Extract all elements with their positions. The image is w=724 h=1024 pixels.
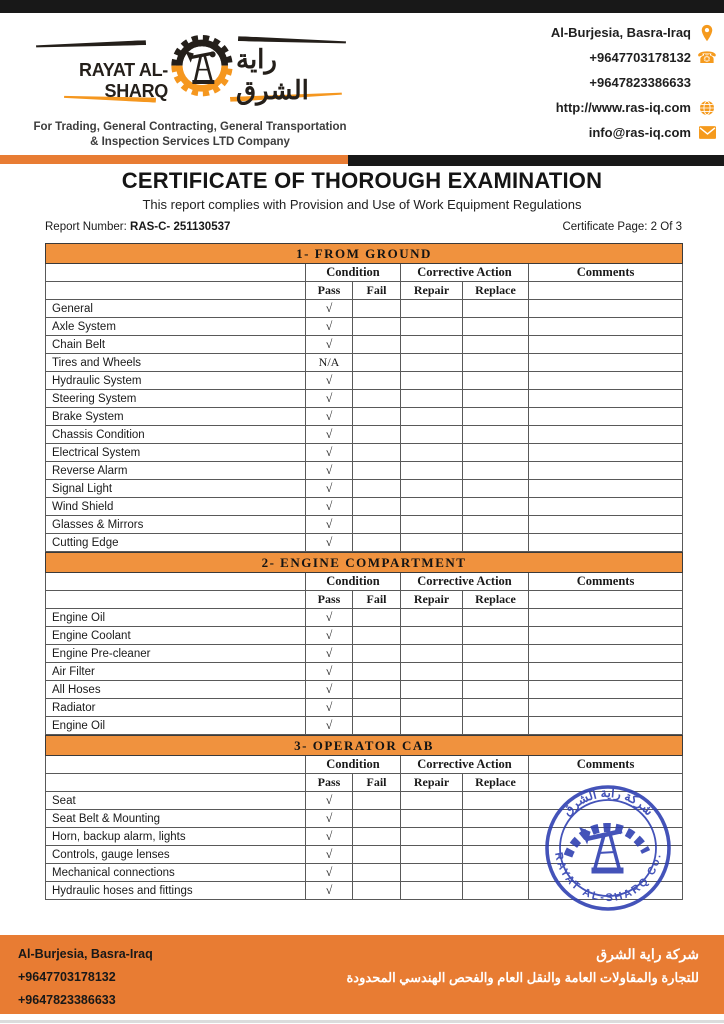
pass-cell: √ <box>306 300 353 318</box>
repair-cell <box>401 516 463 534</box>
table-row <box>46 444 683 462</box>
repair-cell <box>401 717 463 735</box>
comments-header: Comments <box>529 756 683 774</box>
empty-header-cell <box>46 282 306 300</box>
empty-header-cell <box>529 591 683 609</box>
pass-cell: √ <box>306 681 353 699</box>
fail-cell <box>353 534 401 552</box>
location-pin-icon <box>698 24 716 42</box>
pass-cell: √ <box>306 390 353 408</box>
item-cell: Seat <box>46 792 306 810</box>
fail-cell <box>353 792 401 810</box>
fail-cell <box>353 882 401 900</box>
table-row <box>46 609 683 627</box>
item-cell: Glasses & Mirrors <box>46 516 306 534</box>
contact-website-row <box>551 97 716 118</box>
replace-cell <box>463 663 529 681</box>
footer-company-ar-line2: للتجارة والمقاولات العامة والنقل العام والفحص الهندسي المحدودة <box>346 970 699 985</box>
item-cell: Reverse Alarm <box>46 462 306 480</box>
globe-icon <box>698 100 716 116</box>
item-cell: Axle System <box>46 318 306 336</box>
fail-cell <box>353 828 401 846</box>
item-cell: Engine Oil <box>46 609 306 627</box>
fail-cell <box>353 645 401 663</box>
comments-header: Comments <box>529 264 683 282</box>
company-name-arabic: راية الشرق <box>236 44 309 105</box>
company-tagline <box>20 120 360 150</box>
repair-header: Repair <box>401 282 463 300</box>
replace-cell <box>463 498 529 516</box>
item-cell: Engine Pre-cleaner <box>46 645 306 663</box>
section-header-row <box>46 736 683 756</box>
logo-swoosh <box>36 40 146 49</box>
comments-cell <box>529 390 683 408</box>
empty-header-cell <box>529 282 683 300</box>
pass-cell: √ <box>306 408 353 426</box>
comments-cell <box>529 372 683 390</box>
repair-cell <box>401 792 463 810</box>
pass-cell: √ <box>306 864 353 882</box>
table-row <box>46 498 683 516</box>
pass-cell: √ <box>306 810 353 828</box>
company-logo <box>30 16 350 118</box>
certificate-page: Certificate Page: 2 Of 3 <box>562 221 682 233</box>
inspection-table <box>45 243 683 552</box>
item-cell: Mechanical connections <box>46 864 306 882</box>
section-title: 1- FROM GROUND <box>46 244 683 264</box>
replace-header: Replace <box>463 774 529 792</box>
fail-cell <box>353 846 401 864</box>
footer-contact <box>18 943 153 1012</box>
empty-header-cell <box>46 264 306 282</box>
fail-cell <box>353 444 401 462</box>
item-cell: Radiator <box>46 699 306 717</box>
fail-cell <box>353 354 401 372</box>
condition-header: Condition <box>306 573 401 591</box>
empty-header-cell <box>46 756 306 774</box>
item-cell: Hydraulic hoses and fittings <box>46 882 306 900</box>
fail-header: Fail <box>353 591 401 609</box>
pass-cell: √ <box>306 792 353 810</box>
table-row <box>46 480 683 498</box>
table-row <box>46 408 683 426</box>
phone1-text: +9647703178132 <box>589 50 691 65</box>
report-info-line <box>45 221 682 233</box>
repair-cell <box>401 663 463 681</box>
comments-header: Comments <box>529 573 683 591</box>
envelope-icon <box>698 126 716 139</box>
section-title: 2- ENGINE COMPARTMENT <box>46 553 683 573</box>
table-row <box>46 300 683 318</box>
table-row <box>46 354 683 372</box>
replace-cell <box>463 390 529 408</box>
repair-cell <box>401 300 463 318</box>
fail-cell <box>353 300 401 318</box>
repair-cell <box>401 864 463 882</box>
company-stamp <box>542 782 674 914</box>
contact-phone1-row <box>551 47 716 68</box>
contact-email-row <box>551 122 716 143</box>
comments-cell <box>529 609 683 627</box>
report-number-value: RAS-C- 251130537 <box>130 221 231 233</box>
fail-cell <box>353 663 401 681</box>
comments-cell <box>529 300 683 318</box>
condition-header: Condition <box>306 756 401 774</box>
pass-cell: √ <box>306 426 353 444</box>
pass-cell: √ <box>306 318 353 336</box>
replace-cell <box>463 336 529 354</box>
replace-cell <box>463 480 529 498</box>
comments-cell <box>529 462 683 480</box>
item-cell: Signal Light <box>46 480 306 498</box>
page-footer <box>0 935 724 1014</box>
repair-cell <box>401 462 463 480</box>
fail-cell <box>353 717 401 735</box>
fail-cell <box>353 681 401 699</box>
condition-header: Condition <box>306 264 401 282</box>
pass-cell: √ <box>306 336 353 354</box>
fail-cell <box>353 426 401 444</box>
fail-cell <box>353 864 401 882</box>
item-cell: Wind Shield <box>46 498 306 516</box>
replace-cell <box>463 462 529 480</box>
pass-cell: √ <box>306 498 353 516</box>
divider-black-bar <box>348 155 724 166</box>
replace-cell <box>463 699 529 717</box>
replace-cell <box>463 300 529 318</box>
table-subheader-row <box>46 591 683 609</box>
gear-pumpjack-icon <box>170 22 234 112</box>
fail-cell <box>353 390 401 408</box>
fail-cell <box>353 516 401 534</box>
comments-cell <box>529 408 683 426</box>
item-cell: Horn, backup alarm, lights <box>46 828 306 846</box>
divider-orange-bar <box>0 155 348 164</box>
table-header-row <box>46 573 683 591</box>
repair-cell <box>401 846 463 864</box>
pass-cell: √ <box>306 663 353 681</box>
corrective-action-header: Corrective Action <box>401 264 529 282</box>
table-row <box>46 462 683 480</box>
fail-cell <box>353 480 401 498</box>
comments-cell <box>529 516 683 534</box>
replace-cell <box>463 408 529 426</box>
replace-cell <box>463 792 529 810</box>
pass-cell: √ <box>306 627 353 645</box>
replace-cell <box>463 534 529 552</box>
table-row <box>46 372 683 390</box>
repair-cell <box>401 408 463 426</box>
footer-phone2: +9647823386633 <box>18 993 116 1007</box>
item-cell: Chassis Condition <box>46 426 306 444</box>
repair-cell <box>401 627 463 645</box>
pass-cell: √ <box>306 828 353 846</box>
item-cell: Cutting Edge <box>46 534 306 552</box>
table-subheader-row <box>46 282 683 300</box>
fail-cell <box>353 372 401 390</box>
telephone-icon: ☎ <box>697 47 717 67</box>
corrective-action-header: Corrective Action <box>401 756 529 774</box>
report-number-label: Report Number: <box>45 221 127 233</box>
phone2-text: +9647823386633 <box>589 75 691 90</box>
replace-header: Replace <box>463 282 529 300</box>
repair-cell <box>401 372 463 390</box>
item-cell: Hydraulic System <box>46 372 306 390</box>
repair-cell <box>401 882 463 900</box>
repair-cell <box>401 810 463 828</box>
tagline-line1: For Trading, General Contracting, General Transportation <box>33 121 347 133</box>
comments-cell <box>529 480 683 498</box>
bottom-gray-line <box>0 1020 724 1023</box>
item-cell: Chain Belt <box>46 336 306 354</box>
repair-cell <box>401 354 463 372</box>
table-row <box>46 645 683 663</box>
fail-cell <box>353 699 401 717</box>
table-row <box>46 681 683 699</box>
repair-cell <box>401 645 463 663</box>
table-row <box>46 426 683 444</box>
replace-cell <box>463 645 529 663</box>
contact-phone2-row <box>551 72 716 93</box>
fail-header: Fail <box>353 774 401 792</box>
replace-cell <box>463 609 529 627</box>
item-cell: Tires and Wheels <box>46 354 306 372</box>
comments-cell <box>529 444 683 462</box>
repair-header: Repair <box>401 774 463 792</box>
pass-header: Pass <box>306 591 353 609</box>
pass-cell: √ <box>306 534 353 552</box>
repair-cell <box>401 444 463 462</box>
pass-cell: √ <box>306 609 353 627</box>
table-header-row <box>46 756 683 774</box>
item-cell: Engine Oil <box>46 717 306 735</box>
pass-cell: √ <box>306 372 353 390</box>
repair-cell <box>401 609 463 627</box>
item-cell: Brake System <box>46 408 306 426</box>
repair-cell <box>401 681 463 699</box>
inspection-table <box>45 552 683 735</box>
empty-header-cell <box>46 774 306 792</box>
email-text: info@ras-iq.com <box>588 125 691 140</box>
corrective-action-header: Corrective Action <box>401 573 529 591</box>
table-row <box>46 717 683 735</box>
certificate-subtitle: This report complies with Provision and Use of Work Equipment Regulations <box>142 197 582 212</box>
replace-cell <box>463 444 529 462</box>
fail-cell <box>353 408 401 426</box>
stamp-pumpjack-icon <box>568 827 646 873</box>
table-header-row <box>46 264 683 282</box>
item-cell: Engine Coolant <box>46 627 306 645</box>
repair-header: Repair <box>401 591 463 609</box>
fail-cell <box>353 318 401 336</box>
item-cell: Electrical System <box>46 444 306 462</box>
replace-cell <box>463 882 529 900</box>
comments-cell <box>529 336 683 354</box>
repair-cell <box>401 534 463 552</box>
repair-cell <box>401 318 463 336</box>
empty-header-cell <box>46 591 306 609</box>
comments-cell <box>529 534 683 552</box>
table-row <box>46 699 683 717</box>
comments-cell <box>529 318 683 336</box>
item-cell: All Hoses <box>46 681 306 699</box>
replace-cell <box>463 864 529 882</box>
table-row <box>46 390 683 408</box>
repair-cell <box>401 390 463 408</box>
tagline-line2: & Inspection Services LTD Company <box>90 136 290 149</box>
footer-company-ar-line1: شركة راية الشرق <box>596 946 699 962</box>
comments-cell <box>529 354 683 372</box>
item-cell: Seat Belt & Mounting <box>46 810 306 828</box>
replace-cell <box>463 681 529 699</box>
table-row <box>46 534 683 552</box>
contact-block <box>551 22 716 147</box>
address-text: Al-Burjesia, Basra-Iraq <box>550 25 691 40</box>
replace-cell <box>463 810 529 828</box>
comments-cell <box>529 717 683 735</box>
table-row <box>46 318 683 336</box>
section-header-row <box>46 553 683 573</box>
pass-cell: √ <box>306 480 353 498</box>
pass-cell: √ <box>306 516 353 534</box>
fail-cell <box>353 498 401 516</box>
pass-header: Pass <box>306 282 353 300</box>
pass-cell: √ <box>306 717 353 735</box>
comments-cell <box>529 663 683 681</box>
website-text: http://www.ras-iq.com <box>555 100 691 115</box>
table-row <box>46 516 683 534</box>
footer-phone1: +9647703178132 <box>18 970 116 984</box>
pass-header: Pass <box>306 774 353 792</box>
comments-cell <box>529 627 683 645</box>
pass-cell: √ <box>306 699 353 717</box>
replace-cell <box>463 318 529 336</box>
repair-cell <box>401 699 463 717</box>
fail-cell <box>353 609 401 627</box>
item-cell: Air Filter <box>46 663 306 681</box>
replace-cell <box>463 828 529 846</box>
fail-cell <box>353 462 401 480</box>
section-header-row <box>46 244 683 264</box>
certificate-title: CERTIFICATE OF THOROUGH EXAMINATION <box>121 168 603 193</box>
comments-cell <box>529 681 683 699</box>
repair-cell <box>401 426 463 444</box>
report-number <box>45 221 230 233</box>
comments-cell <box>529 426 683 444</box>
comments-cell <box>529 699 683 717</box>
repair-cell <box>401 480 463 498</box>
repair-cell <box>401 336 463 354</box>
comments-cell <box>529 645 683 663</box>
item-cell: General <box>46 300 306 318</box>
fail-header: Fail <box>353 282 401 300</box>
repair-cell <box>401 498 463 516</box>
fail-cell <box>353 810 401 828</box>
fail-cell <box>353 627 401 645</box>
replace-cell <box>463 627 529 645</box>
stamp-arabic-text: شركة راية الشرق <box>559 785 657 819</box>
table-row <box>46 663 683 681</box>
comments-cell <box>529 498 683 516</box>
top-black-bar <box>0 0 724 13</box>
pass-cell: √ <box>306 444 353 462</box>
pass-cell: N/A <box>306 354 353 372</box>
pass-cell: √ <box>306 882 353 900</box>
replace-cell <box>463 372 529 390</box>
empty-header-cell <box>46 573 306 591</box>
repair-cell <box>401 828 463 846</box>
replace-cell <box>463 717 529 735</box>
footer-address: Al-Burjesia, Basra-Iraq <box>18 947 153 961</box>
item-cell: Controls, gauge lenses <box>46 846 306 864</box>
pass-cell: √ <box>306 462 353 480</box>
footer-company-arabic <box>347 942 700 990</box>
replace-cell <box>463 354 529 372</box>
section-title: 3- OPERATOR CAB <box>46 736 683 756</box>
item-cell: Steering System <box>46 390 306 408</box>
contact-address-row <box>551 22 716 43</box>
company-name-english: RAYAT AL-SHARQ <box>79 60 168 101</box>
stamp-english-text: RAYAT AL-SHARQ Co. <box>552 851 664 905</box>
replace-cell <box>463 516 529 534</box>
fail-cell <box>353 336 401 354</box>
pass-cell: √ <box>306 645 353 663</box>
table-row <box>46 336 683 354</box>
table-row <box>46 627 683 645</box>
replace-cell <box>463 426 529 444</box>
replace-cell <box>463 846 529 864</box>
pass-cell: √ <box>306 846 353 864</box>
replace-header: Replace <box>463 591 529 609</box>
